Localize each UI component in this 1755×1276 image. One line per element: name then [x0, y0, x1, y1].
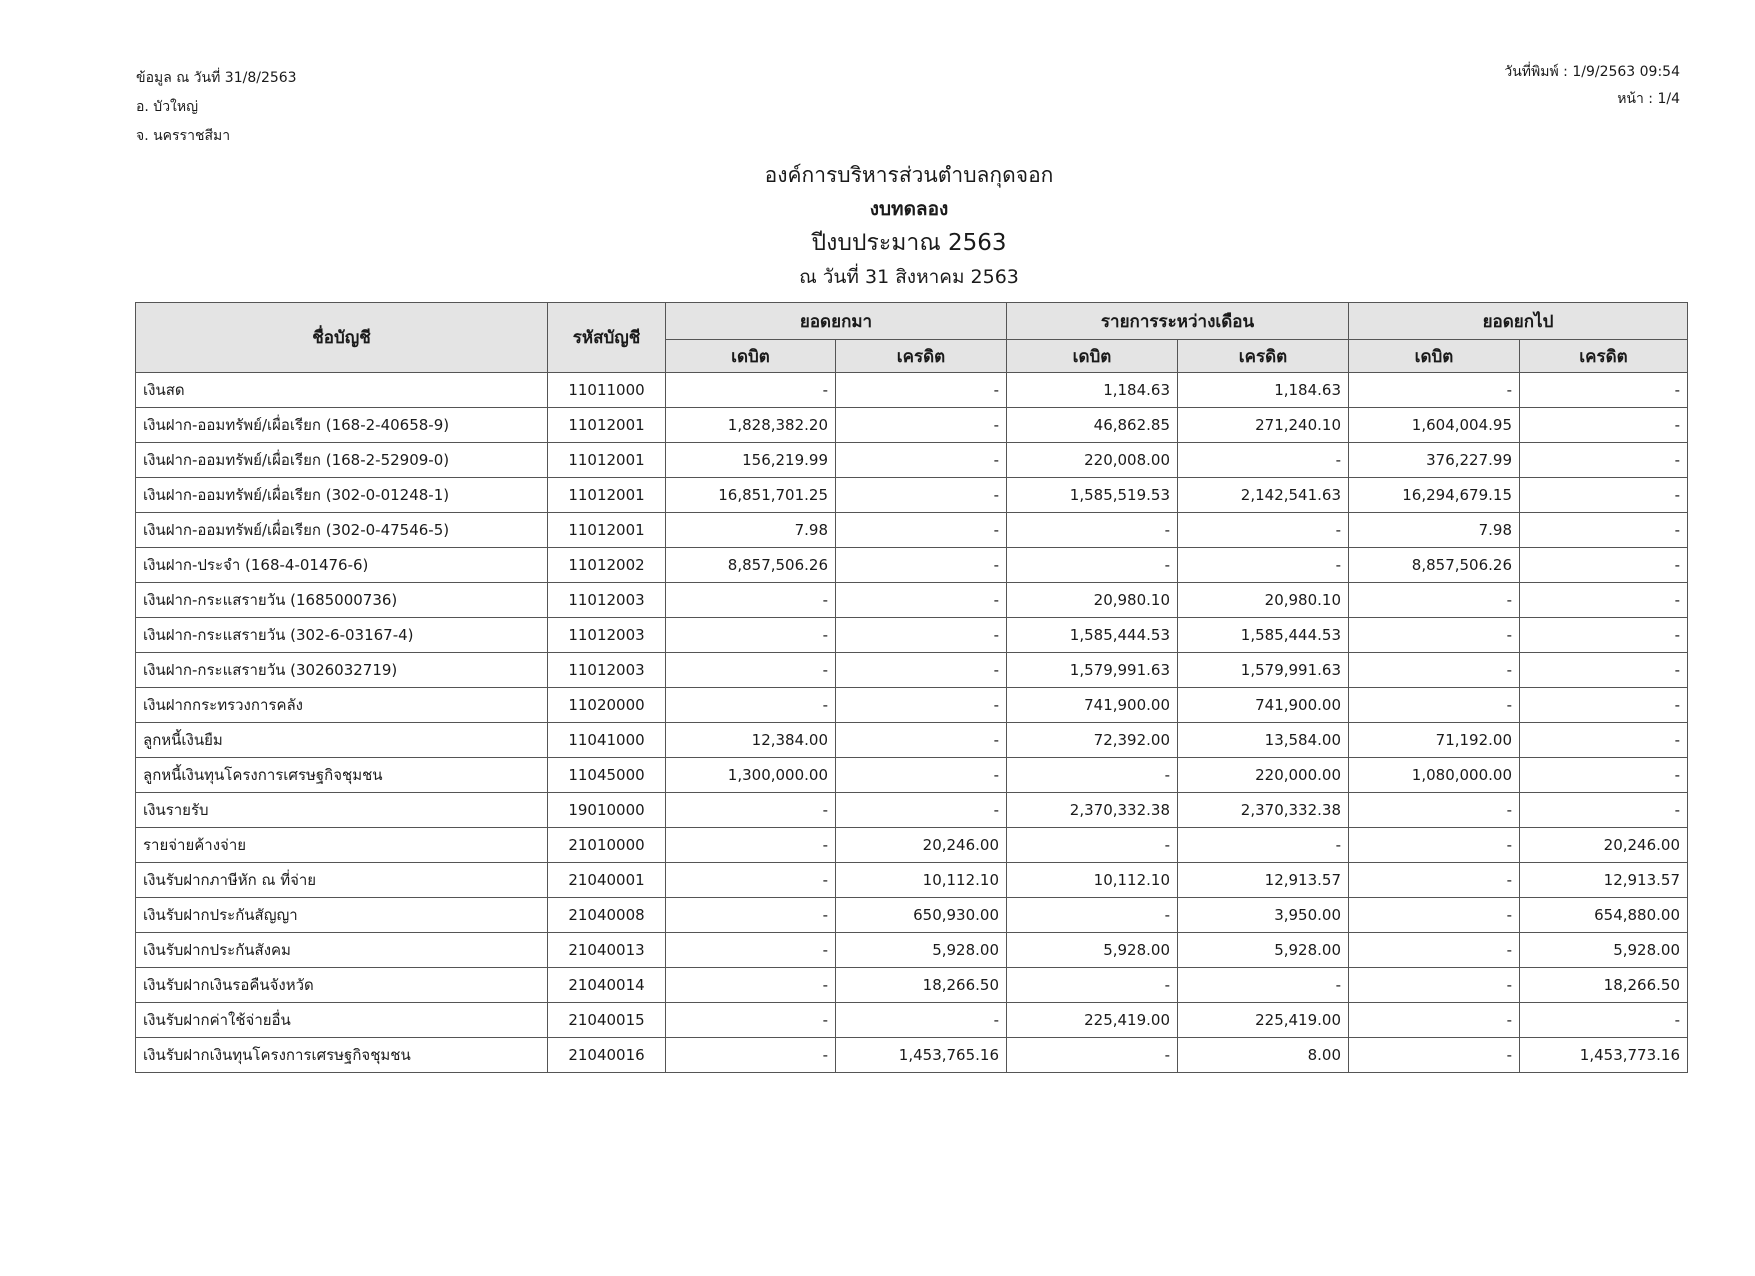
- report-titles: [0, 158, 1755, 294]
- month-credit-cell: 741,900.00: [1178, 688, 1349, 723]
- month-credit-cell: 13,584.00: [1178, 723, 1349, 758]
- month-debit-cell: 2,370,332.38: [1007, 793, 1178, 828]
- table-row: [136, 478, 1688, 513]
- month-debit-cell: -: [1007, 968, 1178, 1003]
- report-meta-left: [136, 64, 297, 151]
- account-code-cell: 11012001: [548, 478, 666, 513]
- month-credit-header: เครดิต: [1178, 340, 1349, 373]
- cf-debit-cell: 7.98: [1349, 513, 1520, 548]
- table-row: [136, 968, 1688, 1003]
- account-name-cell: ลูกหนี้เงินทุนโครงการเศรษฐกิจชุมชน: [136, 758, 548, 793]
- table-row: [136, 548, 1688, 583]
- month-credit-cell: 2,370,332.38: [1178, 793, 1349, 828]
- month-debit-cell: 5,928.00: [1007, 933, 1178, 968]
- bf-debit-cell: 1,828,382.20: [666, 408, 836, 443]
- account-name-cell: รายจ่ายค้างจ่าย: [136, 828, 548, 863]
- table-row: [136, 443, 1688, 478]
- bf-credit-cell: -: [836, 478, 1007, 513]
- cf-debit-cell: -: [1349, 793, 1520, 828]
- account-code-cell: 11011000: [548, 373, 666, 408]
- month-debit-cell: 72,392.00: [1007, 723, 1178, 758]
- cf-credit-cell: 5,928.00: [1520, 933, 1688, 968]
- month-debit-cell: -: [1007, 1038, 1178, 1073]
- month-credit-cell: 271,240.10: [1178, 408, 1349, 443]
- bf-debit-cell: -: [666, 373, 836, 408]
- account-code-cell: 19010000: [548, 793, 666, 828]
- account-code-cell: 11012003: [548, 583, 666, 618]
- during-month-header: รายการระหว่างเดือน: [1007, 303, 1349, 340]
- month-credit-cell: 225,419.00: [1178, 1003, 1349, 1038]
- cf-debit-cell: 8,857,506.26: [1349, 548, 1520, 583]
- month-credit-cell: 2,142,541.63: [1178, 478, 1349, 513]
- account-name-cell: เงินรับฝากภาษีหัก ณ ที่จ่าย: [136, 863, 548, 898]
- account-code-cell: 21040015: [548, 1003, 666, 1038]
- bf-debit-cell: 7.98: [666, 513, 836, 548]
- table-row: [136, 933, 1688, 968]
- cf-debit-cell: -: [1349, 898, 1520, 933]
- bf-credit-cell: -: [836, 793, 1007, 828]
- bf-debit-cell: -: [666, 863, 836, 898]
- account-name-cell: เงินรายรับ: [136, 793, 548, 828]
- month-debit-cell: 10,112.10: [1007, 863, 1178, 898]
- month-credit-cell: -: [1178, 513, 1349, 548]
- print-date: วันที่พิมพ์ : 1/9/2563 09:54: [1504, 64, 1680, 80]
- cf-debit-cell: -: [1349, 828, 1520, 863]
- trial-balance-table: [135, 302, 1688, 1073]
- bf-credit-header: เครดิต: [836, 340, 1007, 373]
- cf-debit-cell: -: [1349, 933, 1520, 968]
- fiscal-year-title: ปีงบประมาณ 2563: [811, 230, 1007, 256]
- bf-credit-cell: -: [836, 513, 1007, 548]
- table-row: [136, 618, 1688, 653]
- month-credit-cell: 5,928.00: [1178, 933, 1349, 968]
- bf-credit-cell: -: [836, 583, 1007, 618]
- cf-credit-cell: -: [1520, 688, 1688, 723]
- cf-debit-cell: 71,192.00: [1349, 723, 1520, 758]
- carried-forward-header: ยอดยกไป: [1349, 303, 1688, 340]
- account-name-cell: เงินฝาก-ออมทรัพย์/เผื่อเรียก (168-2-40658-9): [136, 408, 548, 443]
- organization-title: องค์การบริหารส่วนตำบลกุดจอก: [764, 163, 1054, 187]
- bf-debit-cell: 8,857,506.26: [666, 548, 836, 583]
- month-debit-cell: -: [1007, 828, 1178, 863]
- account-code-cell: 21040001: [548, 863, 666, 898]
- table-row: [136, 1003, 1688, 1038]
- account-code-cell: 11041000: [548, 723, 666, 758]
- bf-credit-cell: 5,928.00: [836, 933, 1007, 968]
- month-credit-cell: 12,913.57: [1178, 863, 1349, 898]
- cf-credit-cell: -: [1520, 548, 1688, 583]
- bf-debit-header: เดบิต: [666, 340, 836, 373]
- month-debit-cell: -: [1007, 548, 1178, 583]
- cf-debit-cell: -: [1349, 373, 1520, 408]
- cf-debit-cell: 376,227.99: [1349, 443, 1520, 478]
- cf-credit-cell: -: [1520, 758, 1688, 793]
- month-debit-cell: 1,579,991.63: [1007, 653, 1178, 688]
- month-debit-cell: 1,585,519.53: [1007, 478, 1178, 513]
- account-code-cell: 11012003: [548, 618, 666, 653]
- account-name-cell: เงินรับฝากประกันสังคม: [136, 933, 548, 968]
- cf-debit-cell: -: [1349, 583, 1520, 618]
- bf-credit-cell: -: [836, 758, 1007, 793]
- cf-debit-cell: -: [1349, 863, 1520, 898]
- table-row: [136, 1038, 1688, 1073]
- bf-credit-cell: -: [836, 373, 1007, 408]
- cf-credit-cell: -: [1520, 618, 1688, 653]
- table-row: [136, 408, 1688, 443]
- account-name-cell: ลูกหนี้เงินยืม: [136, 723, 548, 758]
- bf-debit-cell: 156,219.99: [666, 443, 836, 478]
- account-code-cell: 21010000: [548, 828, 666, 863]
- cf-credit-cell: 20,246.00: [1520, 828, 1688, 863]
- province: จ. นครราชสีมา: [136, 128, 231, 144]
- table-row: [136, 583, 1688, 618]
- table-row: [136, 688, 1688, 723]
- account-name-cell: เงินสด: [136, 373, 548, 408]
- cf-credit-cell: -: [1520, 408, 1688, 443]
- account-code-cell: 11020000: [548, 688, 666, 723]
- account-code-cell: 21040016: [548, 1038, 666, 1073]
- bf-credit-cell: -: [836, 1003, 1007, 1038]
- cf-debit-cell: -: [1349, 968, 1520, 1003]
- month-credit-cell: 1,579,991.63: [1178, 653, 1349, 688]
- account-name-cell: เงินฝาก-ออมทรัพย์/เผื่อเรียก (168-2-52909-0): [136, 443, 548, 478]
- bf-debit-cell: -: [666, 968, 836, 1003]
- page-number: หน้า : 1/4: [1617, 91, 1680, 107]
- cf-credit-cell: 1,453,773.16: [1520, 1038, 1688, 1073]
- account-code-cell: 21040014: [548, 968, 666, 1003]
- account-code-cell: 21040013: [548, 933, 666, 968]
- bf-credit-cell: 650,930.00: [836, 898, 1007, 933]
- cf-credit-cell: -: [1520, 653, 1688, 688]
- cf-debit-cell: 16,294,679.15: [1349, 478, 1520, 513]
- bf-credit-cell: -: [836, 443, 1007, 478]
- cf-credit-cell: -: [1520, 513, 1688, 548]
- as-of-date-title: ณ วันที่ 31 สิงหาคม 2563: [799, 266, 1019, 288]
- cf-credit-cell: -: [1520, 373, 1688, 408]
- month-credit-cell: 220,000.00: [1178, 758, 1349, 793]
- bf-debit-cell: -: [666, 793, 836, 828]
- month-debit-cell: 741,900.00: [1007, 688, 1178, 723]
- report-title: งบทดลอง: [869, 198, 949, 220]
- month-credit-cell: -: [1178, 828, 1349, 863]
- month-credit-cell: 8.00: [1178, 1038, 1349, 1073]
- report-meta-right: [1504, 59, 1680, 113]
- table-row: [136, 828, 1688, 863]
- table-row: [136, 863, 1688, 898]
- cf-credit-header: เครดิต: [1520, 340, 1688, 373]
- bf-debit-cell: 1,300,000.00: [666, 758, 836, 793]
- cf-credit-cell: -: [1520, 443, 1688, 478]
- month-credit-cell: 3,950.00: [1178, 898, 1349, 933]
- account-name-cell: เงินฝาก-กระแสรายวัน (3026032719): [136, 653, 548, 688]
- cf-credit-cell: 18,266.50: [1520, 968, 1688, 1003]
- data-date: ข้อมูล ณ วันที่ 31/8/2563: [136, 70, 297, 86]
- cf-credit-cell: 12,913.57: [1520, 863, 1688, 898]
- district: อ. บัวใหญ่: [136, 99, 199, 115]
- month-debit-cell: 46,862.85: [1007, 408, 1178, 443]
- bf-debit-cell: -: [666, 688, 836, 723]
- cf-debit-cell: -: [1349, 653, 1520, 688]
- account-name-cell: เงินรับฝากค่าใช้จ่ายอื่น: [136, 1003, 548, 1038]
- account-code-cell: 11012002: [548, 548, 666, 583]
- bf-credit-cell: -: [836, 618, 1007, 653]
- month-credit-cell: -: [1178, 968, 1349, 1003]
- cf-credit-cell: -: [1520, 793, 1688, 828]
- bf-credit-cell: -: [836, 688, 1007, 723]
- bf-debit-cell: -: [666, 933, 836, 968]
- table-row: [136, 653, 1688, 688]
- bf-credit-cell: -: [836, 723, 1007, 758]
- month-debit-cell: 20,980.10: [1007, 583, 1178, 618]
- account-name-cell: เงินฝาก-ออมทรัพย์/เผื่อเรียก (302-0-01248-1): [136, 478, 548, 513]
- month-debit-cell: 225,419.00: [1007, 1003, 1178, 1038]
- bf-debit-cell: -: [666, 1038, 836, 1073]
- month-credit-cell: -: [1178, 548, 1349, 583]
- bf-debit-cell: 16,851,701.25: [666, 478, 836, 513]
- bf-credit-cell: 1,453,765.16: [836, 1038, 1007, 1073]
- month-debit-cell: -: [1007, 898, 1178, 933]
- cf-debit-header: เดบิต: [1349, 340, 1520, 373]
- brought-forward-header: ยอดยกมา: [666, 303, 1007, 340]
- account-name-cell: เงินรับฝากเงินทุนโครงการเศรษฐกิจชุมชน: [136, 1038, 548, 1073]
- bf-credit-cell: -: [836, 653, 1007, 688]
- bf-debit-cell: -: [666, 898, 836, 933]
- cf-credit-cell: -: [1520, 723, 1688, 758]
- month-debit-cell: -: [1007, 758, 1178, 793]
- cf-debit-cell: -: [1349, 688, 1520, 723]
- month-debit-cell: 1,184.63: [1007, 373, 1178, 408]
- account-code-cell: 11045000: [548, 758, 666, 793]
- cf-credit-cell: -: [1520, 478, 1688, 513]
- cf-debit-cell: -: [1349, 1003, 1520, 1038]
- cf-debit-cell: 1,604,004.95: [1349, 408, 1520, 443]
- month-credit-cell: 20,980.10: [1178, 583, 1349, 618]
- bf-debit-cell: 12,384.00: [666, 723, 836, 758]
- account-name-cell: เงินรับฝากประกันสัญญา: [136, 898, 548, 933]
- month-debit-cell: 1,585,444.53: [1007, 618, 1178, 653]
- cf-debit-cell: -: [1349, 1038, 1520, 1073]
- month-debit-cell: -: [1007, 513, 1178, 548]
- table-row: [136, 758, 1688, 793]
- account-name-cell: เงินฝาก-กระแสรายวัน (302-6-03167-4): [136, 618, 548, 653]
- bf-debit-cell: -: [666, 583, 836, 618]
- table-row: [136, 723, 1688, 758]
- cf-credit-cell: -: [1520, 583, 1688, 618]
- account-name-cell: เงินฝาก-ออมทรัพย์/เผื่อเรียก (302-0-47546-5): [136, 513, 548, 548]
- bf-credit-cell: 20,246.00: [836, 828, 1007, 863]
- account-code-cell: 11012001: [548, 408, 666, 443]
- account-code-cell: 11012001: [548, 443, 666, 478]
- bf-credit-cell: -: [836, 408, 1007, 443]
- account-name-cell: เงินฝากกระทรวงการคลัง: [136, 688, 548, 723]
- month-debit-cell: 220,008.00: [1007, 443, 1178, 478]
- bf-debit-cell: -: [666, 828, 836, 863]
- account-code-header: รหัสบัญชี: [548, 303, 666, 373]
- table-body: [136, 373, 1688, 1073]
- account-name-cell: เงินฝาก-ประจำ (168-4-01476-6): [136, 548, 548, 583]
- month-credit-cell: 1,585,444.53: [1178, 618, 1349, 653]
- account-code-cell: 11012003: [548, 653, 666, 688]
- account-code-cell: 21040008: [548, 898, 666, 933]
- account-name-cell: เงินฝาก-กระแสรายวัน (1685000736): [136, 583, 548, 618]
- table-row: [136, 513, 1688, 548]
- bf-debit-cell: -: [666, 618, 836, 653]
- month-debit-header: เดบิต: [1007, 340, 1178, 373]
- cf-debit-cell: 1,080,000.00: [1349, 758, 1520, 793]
- bf-debit-cell: -: [666, 1003, 836, 1038]
- bf-debit-cell: -: [666, 653, 836, 688]
- bf-credit-cell: -: [836, 548, 1007, 583]
- month-credit-cell: 1,184.63: [1178, 373, 1349, 408]
- cf-credit-cell: 654,880.00: [1520, 898, 1688, 933]
- bf-credit-cell: 10,112.10: [836, 863, 1007, 898]
- cf-debit-cell: -: [1349, 618, 1520, 653]
- table-row: [136, 898, 1688, 933]
- month-credit-cell: -: [1178, 443, 1349, 478]
- account-code-cell: 11012001: [548, 513, 666, 548]
- cf-credit-cell: -: [1520, 1003, 1688, 1038]
- account-name-header: ชื่อบัญชี: [136, 303, 548, 373]
- table-row: [136, 793, 1688, 828]
- account-name-cell: เงินรับฝากเงินรอคืนจังหวัด: [136, 968, 548, 1003]
- table-row: [136, 373, 1688, 408]
- bf-credit-cell: 18,266.50: [836, 968, 1007, 1003]
